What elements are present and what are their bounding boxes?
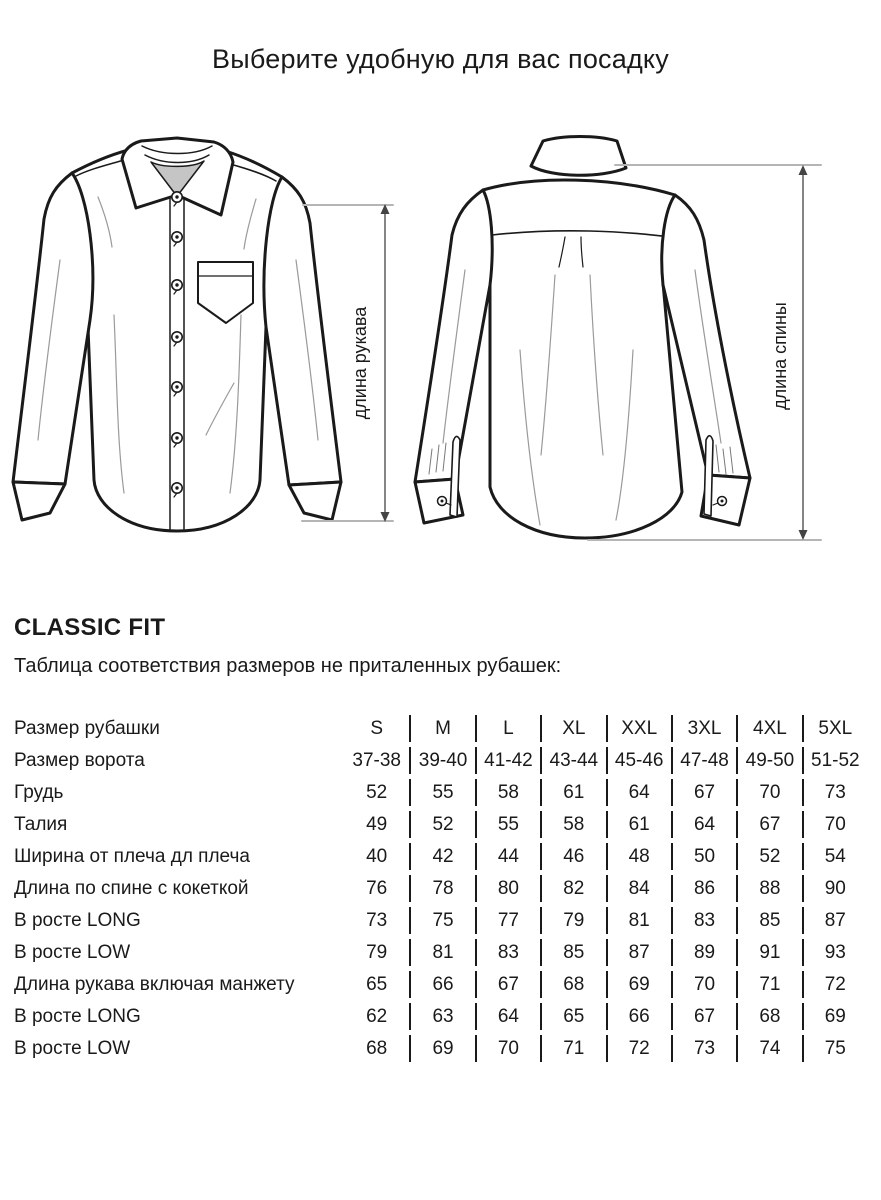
size-value: 55 [409,779,474,806]
row-label: Талия [14,813,68,835]
size-value: 84 [606,875,671,902]
sleeve-length-label: длина рукава [350,306,370,420]
size-value: 3XL [671,715,736,742]
size-value: 85 [540,939,605,966]
size-value: 73 [366,909,388,931]
size-value: 83 [671,907,736,934]
row-label: Грудь [14,781,64,803]
size-value: 80 [475,875,540,902]
size-value: 37-38 [352,749,401,771]
page-title: Выберите удобную для вас посадку [212,44,669,74]
table-row [14,875,867,902]
size-value: 41-42 [475,747,540,774]
size-value: 72 [802,971,867,998]
table-row [14,843,867,870]
size-value: 49 [366,813,388,835]
size-value: 73 [671,1035,736,1062]
size-value: 67 [736,811,801,838]
size-value: 83 [475,939,540,966]
section-heading: CLASSIC FIT [14,614,166,641]
size-value: 89 [671,939,736,966]
size-value: 70 [475,1035,540,1062]
size-value: 4XL [736,715,801,742]
row-label: В росте LONG [14,1005,141,1027]
table-row [14,747,867,774]
size-value: 43-44 [540,747,605,774]
size-value: 70 [671,971,736,998]
size-value: 61 [606,811,671,838]
size-value: 55 [475,811,540,838]
size-value: 44 [475,843,540,870]
size-value: 49-50 [736,747,801,774]
size-value: 67 [671,1003,736,1030]
size-value: 93 [802,939,867,966]
shirt-front-drawing [13,138,341,531]
size-value: 64 [606,779,671,806]
section-subtitle: Таблица соответствия размеров не приталенных рубашек: [14,655,562,677]
size-value: L [475,715,540,742]
size-value: 87 [802,907,867,934]
size-value: 63 [409,1003,474,1030]
size-value: 52 [366,781,388,803]
size-value: 68 [540,971,605,998]
size-value: 51-52 [802,747,867,774]
table-row [14,715,867,742]
size-value: 40 [366,845,388,867]
size-value: 88 [736,875,801,902]
table-row [14,907,867,934]
size-value: 66 [606,1003,671,1030]
size-value: 79 [540,907,605,934]
row-label: Размер ворота [14,749,145,771]
size-value: 72 [606,1035,671,1062]
table-row [14,971,867,998]
row-label: Длина рукава включая манжету [14,973,295,995]
size-table [14,710,867,1067]
table-row [14,811,867,838]
size-value: 70 [736,779,801,806]
size-value: 85 [736,907,801,934]
size-value: 77 [475,907,540,934]
size-value: 67 [475,971,540,998]
size-value: 62 [366,1005,388,1027]
size-value: S [370,717,384,739]
size-value: 64 [475,1003,540,1030]
size-value: 48 [606,843,671,870]
size-value: 45-46 [606,747,671,774]
table-row [14,779,867,806]
size-value: 91 [736,939,801,966]
size-value: 50 [671,843,736,870]
size-value: 71 [540,1035,605,1062]
size-value: 61 [540,779,605,806]
size-value: 52 [409,811,474,838]
size-value: 71 [736,971,801,998]
table-row [14,939,867,966]
size-value: 75 [409,907,474,934]
size-value: 69 [802,1003,867,1030]
size-value: 73 [802,779,867,806]
size-table-body [14,715,867,1062]
size-value: 52 [736,843,801,870]
row-label: Ширина от плеча дл плеча [14,845,250,867]
size-value: M [409,715,474,742]
size-value: 79 [366,941,388,963]
size-value: 75 [802,1035,867,1062]
size-value: 58 [475,779,540,806]
size-value: 47-48 [671,747,736,774]
row-label: Размер рубашки [14,717,160,739]
size-value: 68 [736,1003,801,1030]
size-value: 58 [540,811,605,838]
size-value: XL [540,715,605,742]
size-value: 5XL [802,715,867,742]
size-value: 76 [366,877,388,899]
table-row [14,1035,867,1062]
size-value: 81 [606,907,671,934]
size-value: 70 [802,811,867,838]
size-value: 42 [409,843,474,870]
size-value: 82 [540,875,605,902]
size-value: 81 [409,939,474,966]
table-row [14,1003,867,1030]
shirt-back-drawing [415,137,750,539]
size-value: 78 [409,875,474,902]
size-value: 74 [736,1035,801,1062]
size-value: 66 [409,971,474,998]
size-value: XXL [606,715,671,742]
size-value: 68 [366,1037,388,1059]
row-label: Длина по спине с кокеткой [14,877,249,899]
size-value: 39-40 [409,747,474,774]
size-value: 46 [540,843,605,870]
row-label: В росте LOW [14,941,131,963]
size-value: 54 [802,843,867,870]
row-label: В росте LOW [14,1037,131,1059]
size-value: 87 [606,939,671,966]
size-value: 65 [540,1003,605,1030]
size-value: 64 [671,811,736,838]
size-value: 69 [606,971,671,998]
size-value: 86 [671,875,736,902]
size-value: 67 [671,779,736,806]
row-label: В росте LONG [14,909,141,931]
back-length-label: длина спины [770,302,790,410]
size-value: 90 [802,875,867,902]
size-value: 69 [409,1035,474,1062]
size-value: 65 [366,973,388,995]
